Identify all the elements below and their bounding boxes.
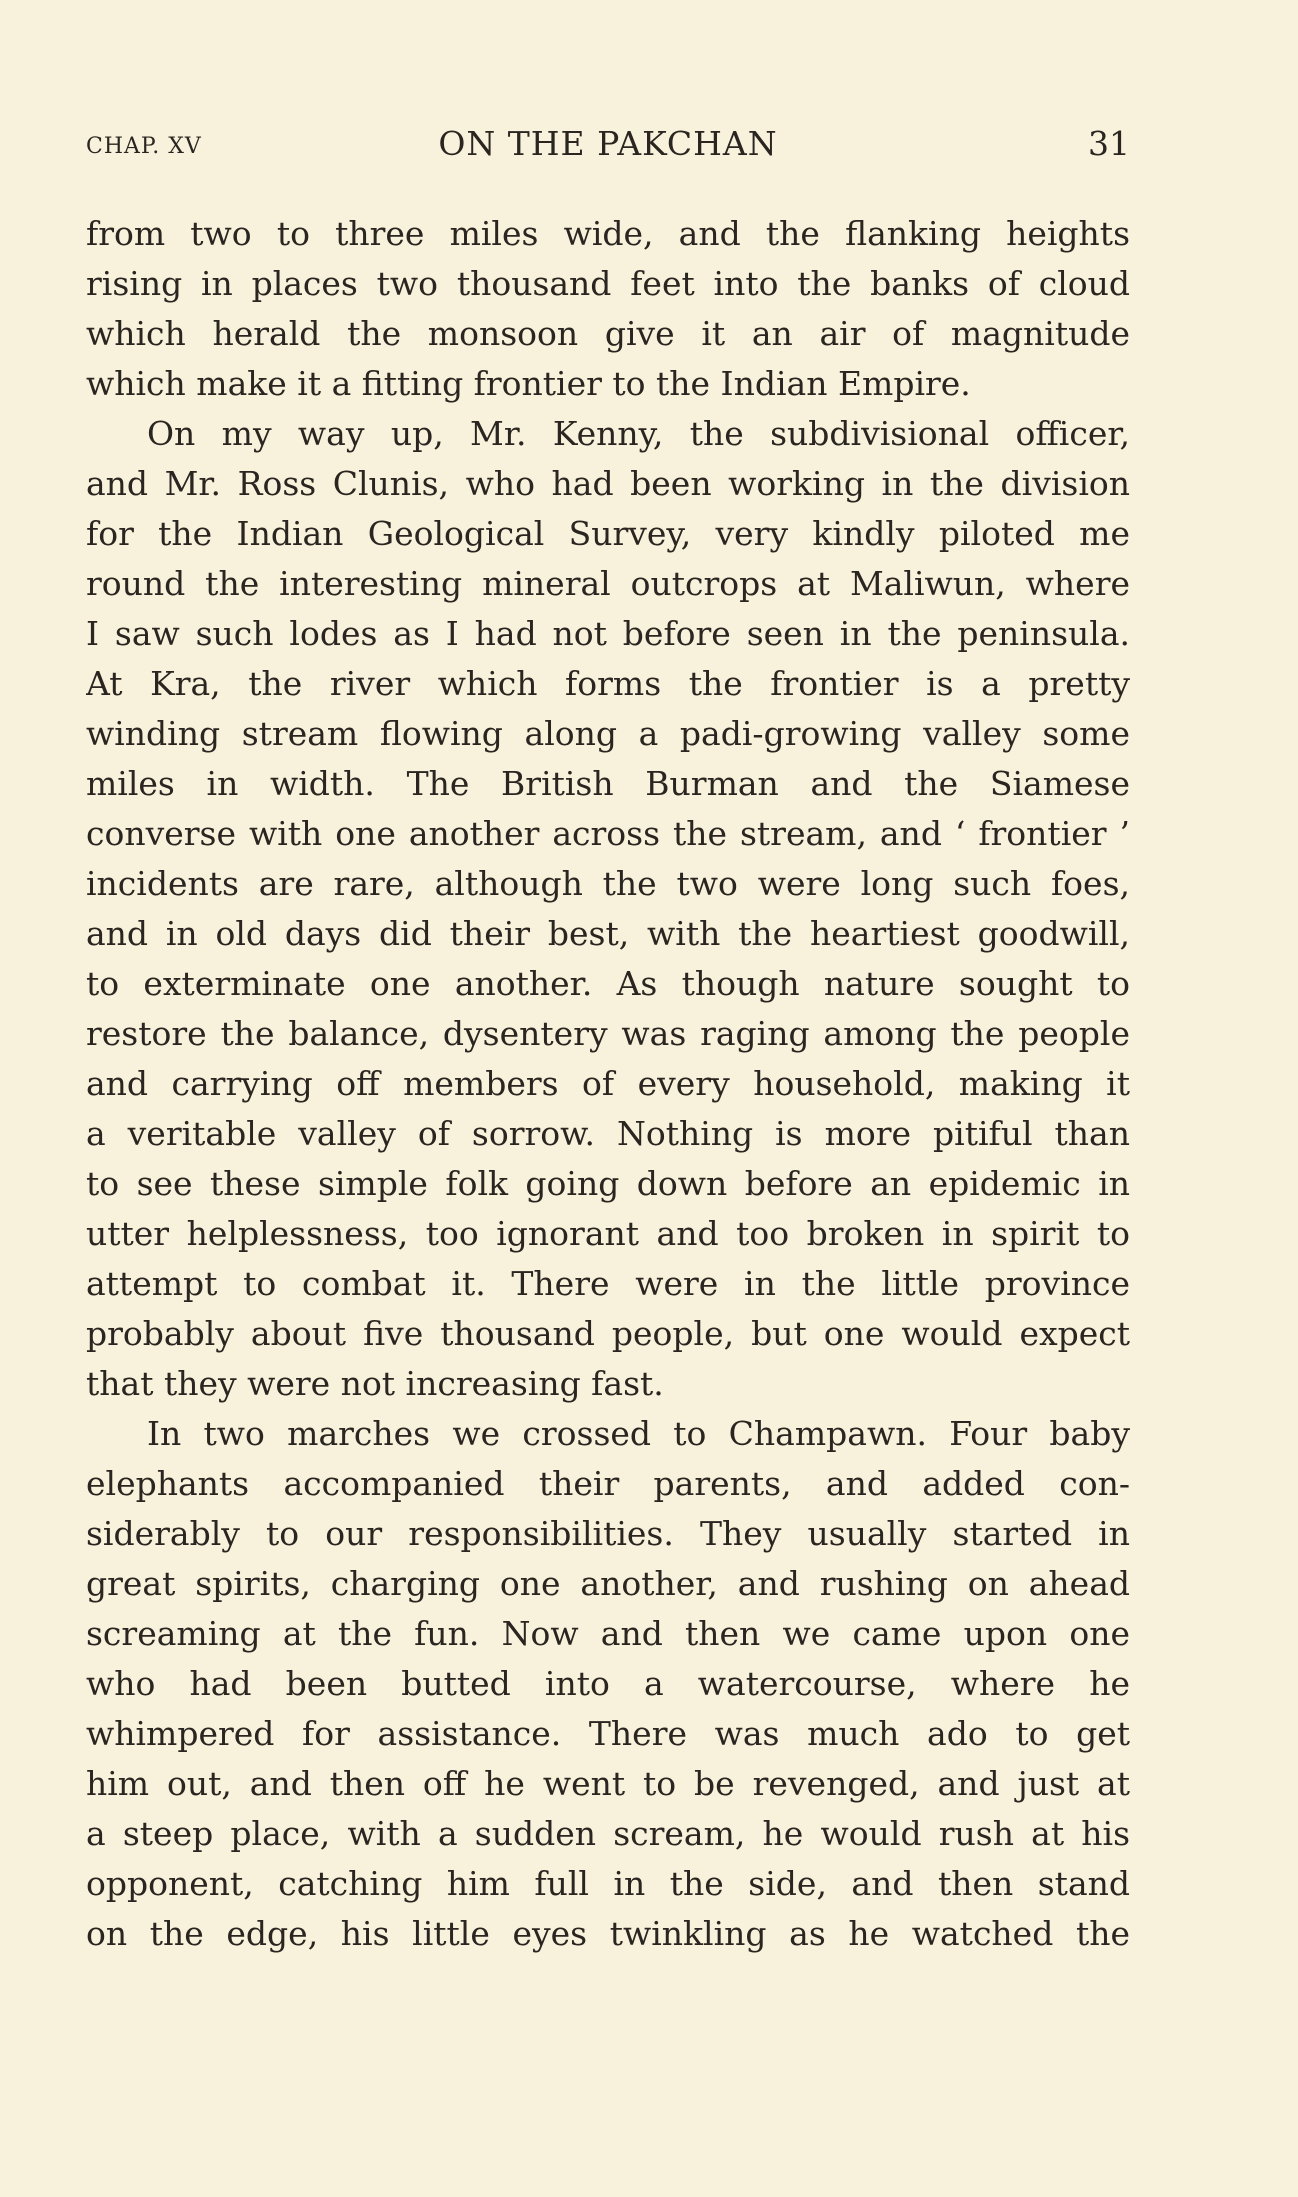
text-line: utter helplessness, too ignorant and too broken in spirit to [86, 1214, 1130, 1253]
text-line: who had been butted into a watercourse, where he [86, 1664, 1130, 1703]
text-line: great spirits, charging one another, and rushing on ahead [86, 1564, 1130, 1603]
text-line: attempt to combat it. There were in the little province [86, 1264, 1130, 1303]
text-line: him out, and then off he went to be revenged, and just at [86, 1764, 1130, 1803]
text-line: In two marches we crossed to Champawn. Four baby [147, 1414, 1130, 1453]
text-line: converse with one another across the stream, and ‘ frontier ’ [86, 814, 1130, 853]
text-line: for the Indian Geological Survey, very kindly piloted me [86, 514, 1130, 553]
text-line: incidents are rare, although the two were long such foes, [86, 864, 1130, 903]
text-line: siderably to our responsibilities. They usually started in [86, 1514, 1130, 1553]
chapter-label: CHAP. XV [86, 134, 202, 159]
text-line: probably about five thousand people, but one would expect [86, 1314, 1130, 1353]
text-line: to see these simple folk going down before an epidemic in [86, 1164, 1130, 1203]
text-line: elephants accompanied their parents, and added con- [86, 1464, 1130, 1503]
text-line: winding stream flowing along a padi-growing valley some [86, 714, 1130, 753]
text-line: and Mr. Ross Clunis, who had been working in the division [86, 464, 1130, 503]
text-line: On my way up, Mr. Kenny, the subdivisional officer, [147, 414, 1130, 453]
text-line: round the interesting mineral outcrops at Maliwun, where [86, 564, 1130, 603]
text-line: restore the balance, dysentery was raging among the people [86, 1014, 1130, 1053]
text-line: At Kra, the river which forms the frontier is a pretty [86, 664, 1130, 703]
text-line: and in old days did their best, with the heartiest goodwill, [86, 914, 1130, 953]
text-line: opponent, catching him full in the side, and then stand [86, 1864, 1130, 1903]
text-line: whimpered for assistance. There was much ado to get [86, 1714, 1130, 1753]
text-line: to exterminate one another. As though nature sought to [86, 964, 1130, 1003]
running-head [86, 124, 1130, 172]
text-line: miles in width. The British Burman and the Siamese [86, 764, 1130, 803]
text-line: from two to three miles wide, and the flanking heights [86, 214, 1130, 253]
body-text [86, 209, 1130, 1959]
text-line: I saw such lodes as I had not before seen in the peninsula. [86, 614, 1130, 653]
text-line: that they were not increasing fast. [86, 1364, 664, 1403]
page-title: ON THE PAKCHAN [438, 124, 778, 163]
text-line: a steep place, with a sudden scream, he would rush at his [86, 1814, 1130, 1853]
page-number: 31 [1088, 124, 1130, 163]
text-line: which make it a fitting frontier to the Indian Empire. [86, 364, 971, 403]
text-line: a veritable valley of sorrow. Nothing is more pitiful than [86, 1114, 1130, 1153]
text-line: and carrying off members of every household, making it [86, 1064, 1130, 1103]
text-line: screaming at the fun. Now and then we came upon one [86, 1614, 1130, 1653]
text-line: on the edge, his little eyes twinkling as he watched the [86, 1914, 1130, 1953]
text-line: which herald the monsoon give it an air of magnitude [86, 314, 1130, 353]
text-line: rising in places two thousand feet into the banks of cloud [86, 264, 1130, 303]
